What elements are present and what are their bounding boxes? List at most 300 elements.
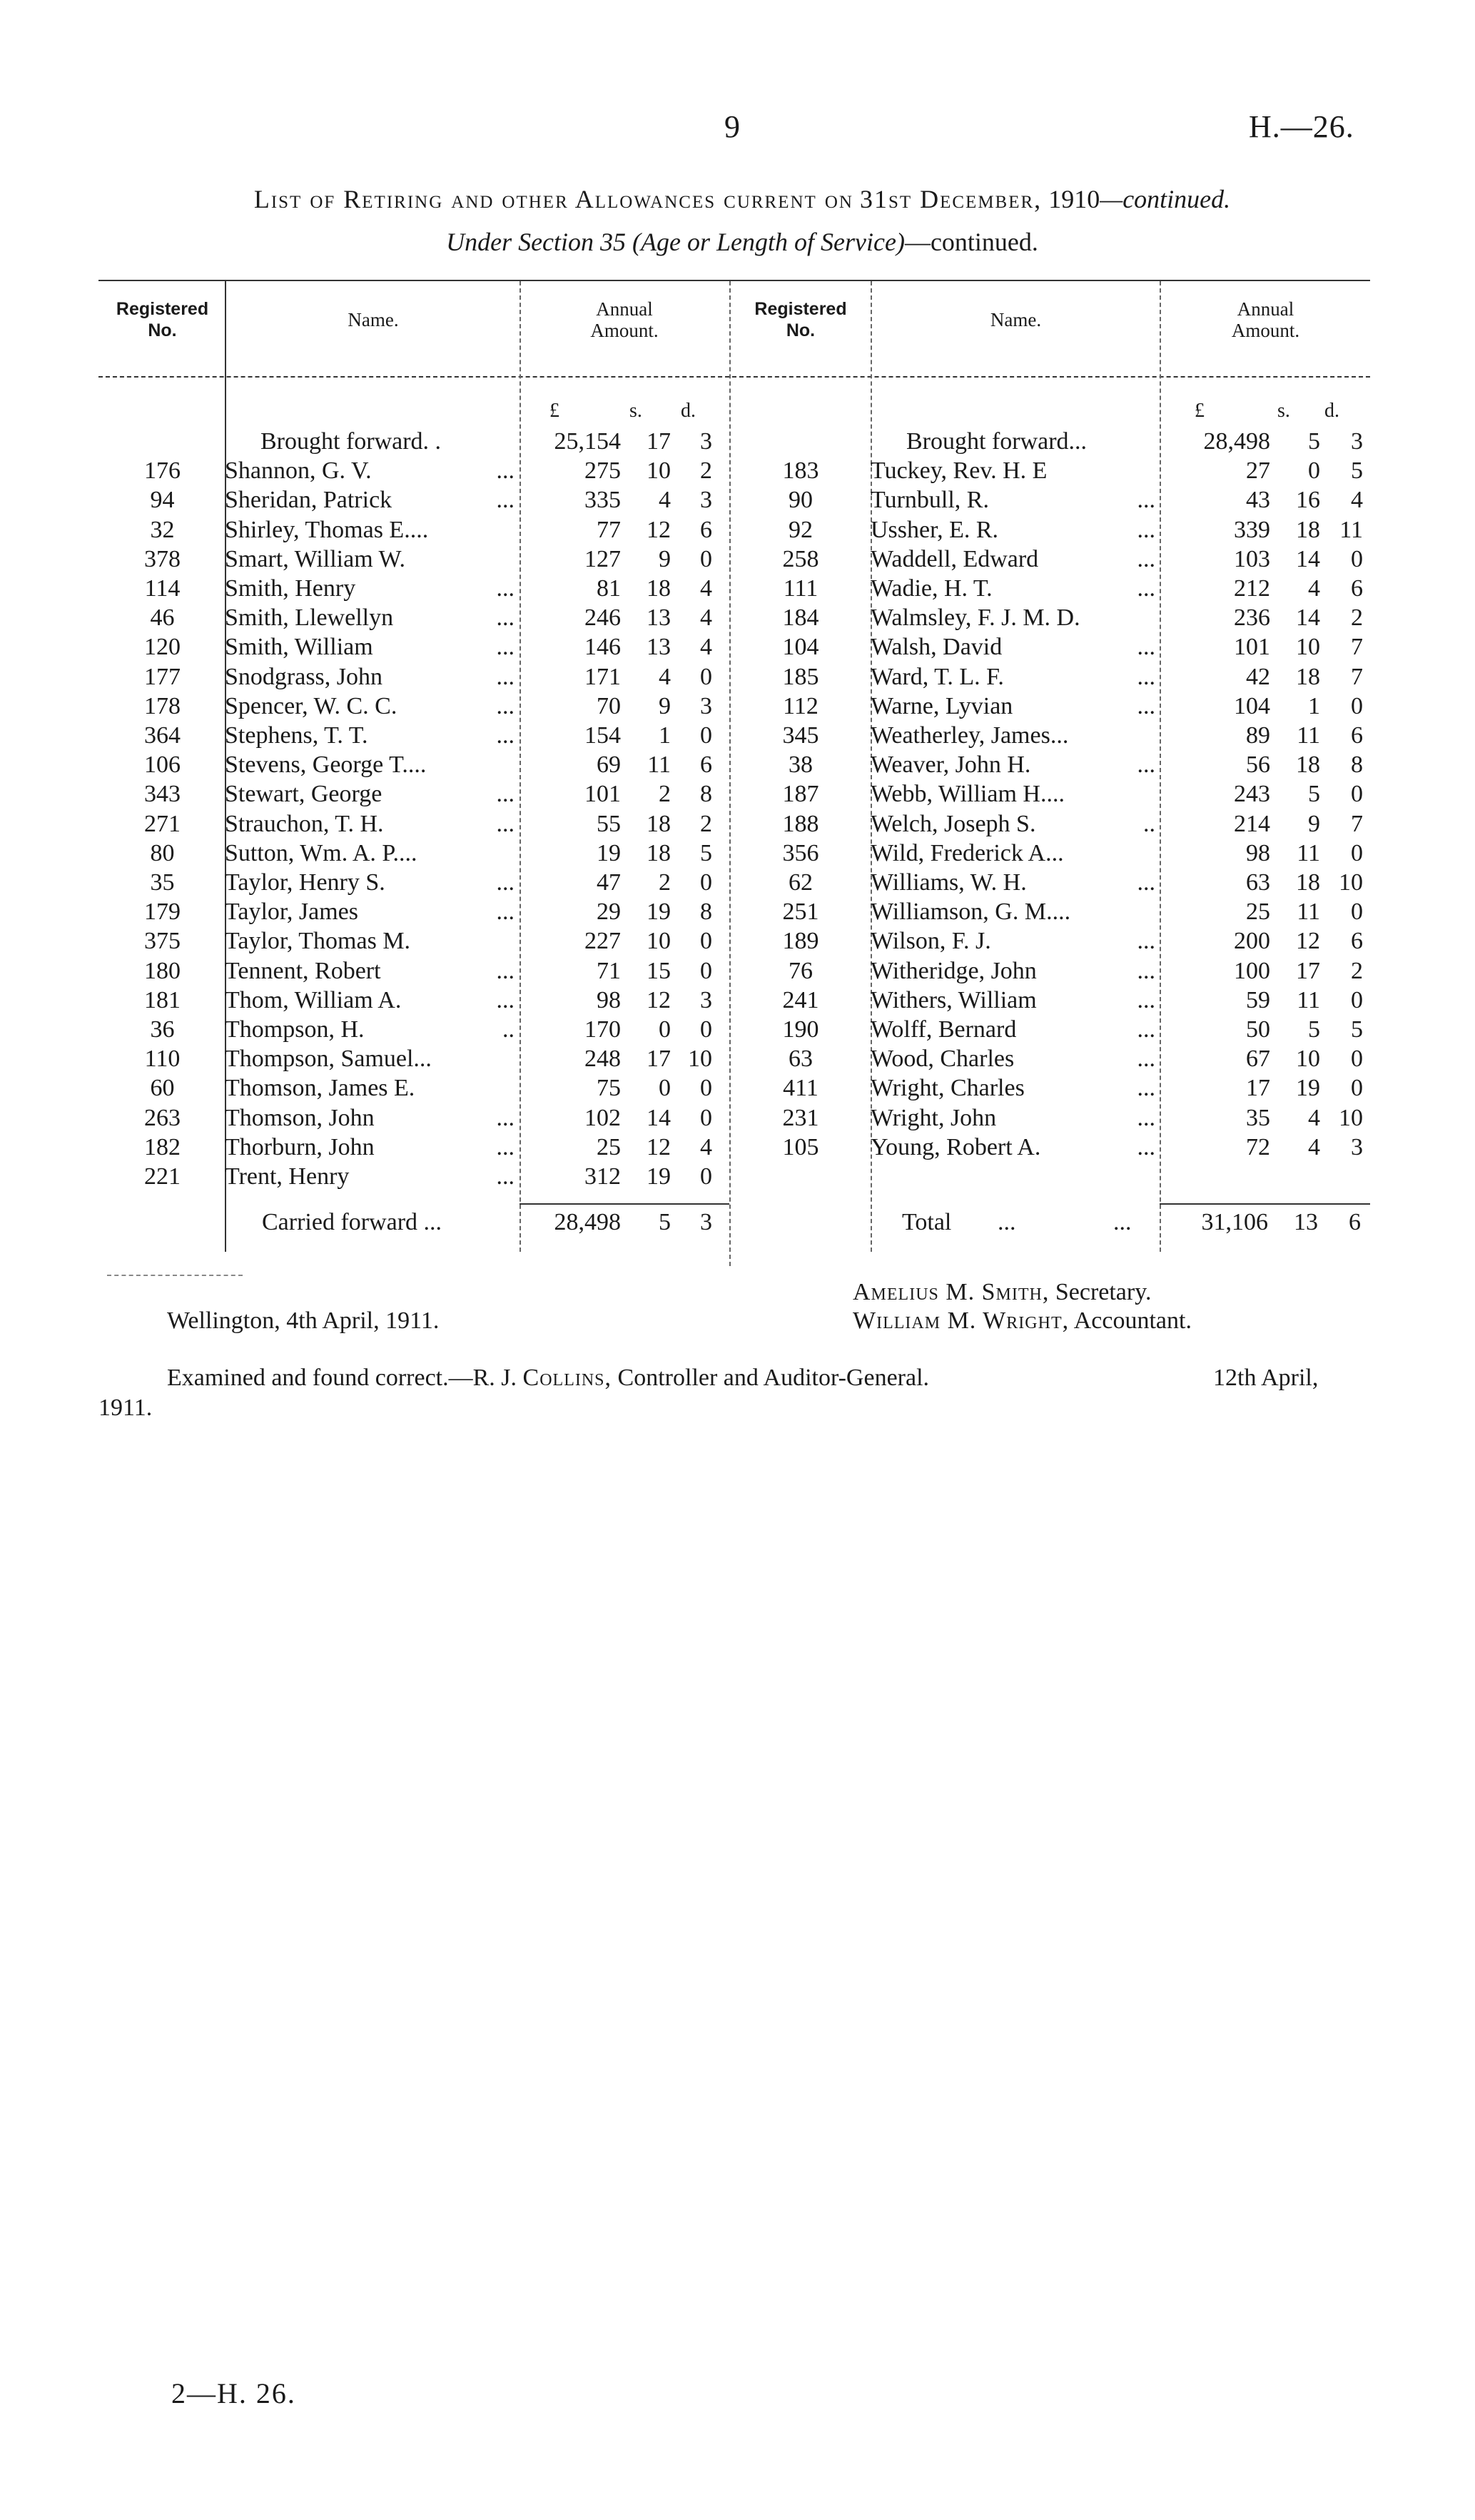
table-row	[731, 485, 1363, 515]
allowance-name	[225, 485, 519, 515]
brought-forward-label: Brought forward. .	[260, 428, 442, 455]
leader-dots: ...	[496, 604, 515, 632]
name-text: Withers, William	[871, 986, 1037, 1013]
name-text: Thom, William A.	[225, 986, 402, 1013]
amount-pence: 8	[700, 899, 712, 926]
left-amount-header	[521, 298, 728, 341]
right-unit-shillings: s.	[1277, 400, 1290, 422]
name-text: Ussher, E. R.	[871, 516, 999, 543]
table-row	[731, 1103, 1363, 1133]
amount-pence: 10	[1339, 869, 1363, 896]
name-text: Weatherley, James...	[871, 722, 1069, 749]
document-reference: H.—26.	[1249, 109, 1354, 144]
amount-pounds: 275	[584, 457, 621, 485]
page-number: 9	[724, 109, 740, 144]
registered-number: 184	[782, 604, 819, 632]
allowance-name	[225, 1133, 519, 1162]
table-row	[100, 692, 712, 721]
allowance-name	[871, 485, 1160, 515]
registered-number: 80	[150, 839, 175, 866]
total-label: Total	[902, 1209, 952, 1235]
registered-number: 231	[782, 1104, 819, 1131]
registered-number: 188	[782, 810, 819, 837]
amount-pounds: 101	[1234, 634, 1270, 661]
registered-number: 106	[144, 752, 181, 779]
amount-pounds: 25	[1246, 899, 1270, 926]
amount-pence: 0	[700, 1163, 712, 1190]
secretary-title: Secretary.	[1055, 1279, 1152, 1305]
amount-pounds: 171	[584, 663, 621, 690]
total-pence: 6	[1349, 1209, 1361, 1235]
amount-pounds: 47	[597, 869, 621, 896]
allowance-name	[871, 897, 1160, 926]
subtitle-text: Under Section 35 (Age or Length of Service)	[446, 228, 905, 256]
amount-pounds: 56	[1246, 752, 1270, 779]
name-text: Welch, Joseph S.	[871, 810, 1036, 837]
amount-pence: 6	[700, 752, 712, 779]
table-row	[100, 779, 712, 809]
amount-pence: 6	[1351, 928, 1363, 955]
table-row	[100, 868, 712, 897]
table-row	[100, 632, 712, 662]
amount-shillings: 9	[659, 545, 671, 572]
table-row	[100, 545, 712, 574]
leader-dots: ...	[496, 692, 515, 719]
registered-number: 105	[782, 1133, 819, 1160]
leader-dots: ...	[1137, 516, 1155, 543]
right-regno-header	[731, 298, 871, 341]
amount-shillings: 4	[1308, 575, 1320, 602]
amount-pence: 4	[700, 575, 712, 602]
printer-signature-mark: 2—H. 26.	[171, 2377, 296, 2409]
name-text: Wilson, F. J.	[871, 928, 991, 955]
registered-number: 62	[789, 869, 813, 896]
allowance-name	[871, 986, 1160, 1015]
amount-pounds: 170	[584, 1016, 621, 1043]
leader-dots: ...	[1137, 663, 1155, 690]
amount-shillings: 0	[659, 1016, 671, 1043]
leader-dots: ...	[496, 899, 515, 926]
amount-pounds: 25	[597, 1133, 621, 1160]
table-row	[731, 662, 1363, 692]
amount-shillings: 13	[647, 634, 671, 661]
total-pounds: 31,106	[1201, 1209, 1268, 1235]
name-text: Shannon, G. V.	[225, 457, 372, 485]
name-text: Witheridge, John	[871, 957, 1037, 984]
registered-number: 182	[144, 1133, 181, 1160]
amount-pounds: 75	[597, 1075, 621, 1102]
amount-pounds: 146	[584, 634, 621, 661]
amount-pence: 11	[1339, 516, 1363, 543]
registered-number: 32	[150, 516, 175, 543]
table-row	[731, 545, 1363, 574]
amount-pounds: 200	[1234, 928, 1270, 955]
name-text: Smith, William	[225, 634, 373, 661]
amount-shillings: 12	[647, 986, 671, 1013]
amount-pounds: 335	[584, 487, 621, 514]
amount-pence: 0	[700, 869, 712, 896]
allowance-name	[871, 956, 1160, 986]
amount-shillings: 11	[1297, 986, 1320, 1013]
amount-shillings: 11	[1297, 899, 1320, 926]
table-top-rule	[98, 280, 1370, 281]
name-text: Wright, Charles	[871, 1075, 1025, 1102]
table-row	[731, 603, 1363, 632]
name-text: Taylor, James	[225, 899, 358, 926]
name-text: Wood, Charles	[871, 1046, 1015, 1073]
left-unit-shillings: s.	[629, 400, 642, 422]
registered-number: 76	[789, 957, 813, 984]
amount-shillings: 1	[1308, 692, 1320, 719]
registered-number: 94	[150, 487, 175, 514]
allowance-name	[225, 926, 519, 956]
name-text: Sutton, Wm. A. P....	[225, 839, 417, 866]
amount-pounds: 67	[1246, 1046, 1270, 1073]
registered-number: 364	[144, 722, 181, 749]
table-row	[731, 956, 1363, 986]
right-unit-pence: d.	[1324, 400, 1339, 422]
leader-dots: ...	[496, 1133, 515, 1160]
amount-pence: 0	[1351, 899, 1363, 926]
registered-number: 177	[144, 663, 181, 690]
allowance-name	[225, 456, 519, 485]
amount-pence: 6	[1351, 575, 1363, 602]
registered-number: 185	[782, 663, 819, 690]
registered-number: 375	[144, 928, 181, 955]
carried-forward-pence: 3	[700, 1209, 712, 1235]
amount-pence: 0	[700, 1016, 712, 1043]
table-row	[731, 721, 1363, 750]
amount-pence: 0	[1351, 1046, 1363, 1073]
leader-dots: ...	[496, 810, 515, 837]
allowance-name	[225, 839, 519, 868]
amount-shillings: 12	[1296, 928, 1320, 955]
leader-dots: ...	[1137, 1075, 1155, 1102]
amount-shillings: 9	[659, 692, 671, 719]
brought-forward-row	[100, 427, 712, 456]
registered-number: 46	[150, 604, 175, 632]
left-name-header: Name.	[348, 309, 399, 330]
table-row	[731, 1015, 1363, 1044]
allowance-name	[225, 721, 519, 750]
registered-number: 378	[144, 545, 181, 572]
leader-dots: ...	[1137, 1133, 1155, 1160]
amount-pence: 7	[1351, 634, 1363, 661]
allowance-name	[225, 750, 519, 779]
table-row	[731, 926, 1363, 956]
brought-forward-pounds: 28,498	[1203, 428, 1270, 455]
registered-number: 258	[782, 545, 819, 572]
amount-pence: 7	[1351, 663, 1363, 690]
allowance-name	[871, 692, 1160, 721]
registered-number: 187	[782, 781, 819, 808]
allowance-name	[225, 779, 519, 809]
registered-number: 180	[144, 957, 181, 984]
regno-header-line2: No.	[148, 320, 177, 340]
leader-dots: ...	[1137, 1016, 1155, 1043]
name-text: Tennent, Robert	[225, 957, 381, 984]
name-text: Snodgrass, John	[225, 663, 383, 690]
name-text: Wolff, Bernard	[871, 1016, 1017, 1043]
allowance-name	[225, 603, 519, 632]
registered-number: 190	[782, 1016, 819, 1043]
amount-pence: 8	[700, 781, 712, 808]
amount-pence: 3	[700, 986, 712, 1013]
registered-number: 110	[144, 1046, 181, 1073]
table-row	[731, 632, 1363, 662]
document-title	[143, 184, 1342, 214]
allowance-name	[225, 1044, 519, 1073]
leader-dots: ...	[496, 663, 515, 690]
table-row	[731, 839, 1363, 868]
header-bottom-rule	[98, 376, 1370, 378]
left-ledger-table	[100, 427, 712, 1191]
auditor-title: Controller and Auditor-General.	[617, 1365, 930, 1391]
amount-pence: 2	[700, 457, 712, 485]
registered-number: 411	[783, 1075, 818, 1102]
amount-shillings: 4	[659, 487, 671, 514]
table-row	[731, 1133, 1363, 1162]
amount-pence: 10	[1339, 1104, 1363, 1131]
allowance-name	[225, 574, 519, 603]
carried-forward-pounds: 28,498	[554, 1209, 621, 1235]
leader-dots: ...	[1137, 545, 1155, 572]
allowance-name	[871, 1103, 1160, 1133]
amount-shillings: 16	[1296, 487, 1320, 514]
amount-shillings: 19	[1296, 1075, 1320, 1102]
amount-pence: 5	[1351, 457, 1363, 485]
right-unit-pounds: £	[1195, 400, 1205, 422]
name-text: Smith, Llewellyn	[225, 604, 394, 632]
right-amount-header	[1161, 298, 1370, 341]
amount-shillings: 11	[647, 752, 671, 779]
leader-dots: ...	[1137, 957, 1155, 984]
carried-forward-shillings: 5	[659, 1209, 671, 1235]
amount-shillings: 2	[659, 781, 671, 808]
amount-pounds: 236	[1234, 604, 1270, 632]
registered-number: 35	[150, 869, 175, 896]
brought-forward-row	[731, 427, 1363, 456]
table-row	[100, 456, 712, 485]
amount-pounds: 103	[1234, 545, 1270, 572]
table-row	[100, 662, 712, 692]
table-row	[731, 986, 1363, 1015]
amount-pounds: 59	[1246, 986, 1270, 1013]
amount-pounds: 100	[1234, 957, 1270, 984]
name-text: Weaver, John H.	[871, 752, 1031, 779]
leader-dots: ...	[1137, 575, 1155, 602]
right-ledger-body	[731, 427, 1363, 1162]
amount-pounds: 19	[597, 839, 621, 866]
amount-pounds: 227	[584, 928, 621, 955]
allowance-name	[225, 515, 519, 545]
table-row	[731, 779, 1363, 809]
amount-pence: 7	[1351, 810, 1363, 837]
allowance-name	[871, 603, 1160, 632]
amount-pence: 8	[1351, 752, 1363, 779]
name-text: Webb, William H....	[871, 781, 1065, 808]
table-row	[731, 1044, 1363, 1073]
amount-pounds: 98	[1246, 839, 1270, 866]
name-text: Wild, Frederick A...	[871, 839, 1064, 866]
amount-shillings: 15	[647, 957, 671, 984]
leader-dots: ...	[496, 722, 515, 749]
amount-shillings: 17	[647, 1046, 671, 1073]
amount-shillings: 10	[647, 928, 671, 955]
amount-pence: 4	[1351, 487, 1363, 514]
amount-pounds: 70	[597, 692, 621, 719]
leader-dots: ...	[496, 957, 515, 984]
amount-shillings: 18	[647, 839, 671, 866]
registered-number: 38	[789, 752, 813, 779]
registered-number: 92	[789, 516, 813, 543]
amount-pence: 0	[1351, 1075, 1363, 1102]
table-row	[731, 897, 1363, 926]
leader-dots: ...	[496, 457, 515, 485]
allowance-name	[225, 1073, 519, 1103]
amount-pounds: 127	[584, 545, 621, 572]
registered-number: 176	[144, 457, 181, 485]
amount-shillings: 1	[659, 722, 671, 749]
amount-pence: 6	[1351, 722, 1363, 749]
amount-pounds: 246	[584, 604, 621, 632]
amount-shillings: 11	[1297, 839, 1320, 866]
amount-pence: 0	[1351, 839, 1363, 866]
amount-pence: 0	[1351, 545, 1363, 572]
allowance-name	[225, 986, 519, 1015]
right-total-rule	[1160, 1203, 1370, 1205]
amount-pounds: 154	[584, 722, 621, 749]
allowance-name	[871, 632, 1160, 662]
amount-shillings: 4	[1308, 1104, 1320, 1131]
name-text: Warne, Lyvian	[871, 692, 1013, 719]
registered-number: 63	[789, 1046, 813, 1073]
leader-dots: ...	[496, 869, 515, 896]
auditor-name: Collins,	[522, 1365, 612, 1391]
amount-pounds: 42	[1246, 663, 1270, 690]
table-row	[100, 1103, 712, 1133]
table-row	[100, 721, 712, 750]
registered-number: 104	[782, 634, 819, 661]
amount-shillings: 10	[647, 457, 671, 485]
registered-number: 183	[782, 457, 819, 485]
table-row	[100, 839, 712, 868]
amount-shillings: 10	[1296, 634, 1320, 661]
amount-pence: 4	[700, 1133, 712, 1160]
title-continued: —continued.	[1100, 185, 1231, 213]
leader-dots: ...	[1137, 752, 1155, 779]
amount-pence: 2	[700, 810, 712, 837]
amount-pence: 0	[700, 928, 712, 955]
registered-number: 356	[782, 839, 819, 866]
name-text: Spencer, W. C. C.	[225, 692, 397, 719]
allowance-name	[225, 809, 519, 839]
amount-pounds: 77	[597, 516, 621, 543]
amount-pence: 0	[700, 663, 712, 690]
amount-header-line2: Amount.	[590, 320, 659, 341]
document-subtitle	[143, 227, 1342, 257]
brought-forward-pence: 3	[1351, 428, 1363, 455]
allowance-name	[225, 1162, 519, 1191]
leader-dots: ...	[1137, 1104, 1155, 1131]
name-text: Sheridan, Patrick	[225, 487, 392, 514]
registered-number: 345	[782, 722, 819, 749]
name-text: Thomson, James E.	[225, 1075, 415, 1102]
place-date: Wellington, 4th April, 1911.	[167, 1307, 440, 1334]
amount-shillings: 4	[659, 663, 671, 690]
left-unit-pounds: £	[549, 400, 559, 422]
left-ledger-body	[100, 427, 712, 1191]
examined-year: 1911.	[98, 1395, 153, 1421]
allowance-name	[225, 662, 519, 692]
examined-date: 12th April,	[1213, 1365, 1319, 1391]
leader-dots: ...	[496, 575, 515, 602]
allowance-name	[225, 868, 519, 897]
amount-shillings: 12	[647, 516, 671, 543]
amount-pence: 3	[700, 487, 712, 514]
allowance-name	[225, 956, 519, 986]
amount-shillings: 18	[1296, 869, 1320, 896]
name-text: Smith, Henry	[225, 575, 356, 602]
allowance-name	[871, 868, 1160, 897]
name-text: Williamson, G. M....	[871, 899, 1071, 926]
name-text: Taylor, Henry S.	[225, 869, 385, 896]
name-text: Wright, John	[871, 1104, 997, 1131]
allowance-name	[871, 662, 1160, 692]
brought-forward-shillings: 17	[647, 428, 671, 455]
amount-pounds: 98	[597, 986, 621, 1013]
amount-shillings: 0	[659, 1075, 671, 1102]
amount-pence: 6	[700, 516, 712, 543]
subtitle-continued: —continued.	[904, 228, 1038, 256]
allowance-name	[871, 515, 1160, 545]
total-dots-2: ...	[1113, 1209, 1132, 1235]
name-text: Taylor, Thomas M.	[225, 928, 411, 955]
name-text: Waddell, Edward	[871, 545, 1039, 572]
secretary-name: Amelius M. Smith,	[853, 1279, 1050, 1305]
leader-dots: ...	[496, 1163, 515, 1190]
table-row	[731, 692, 1363, 721]
allowance-name	[225, 545, 519, 574]
amount-shillings: 18	[647, 810, 671, 837]
table-row	[100, 1162, 712, 1191]
name-text: Young, Robert A.	[871, 1133, 1041, 1160]
name-text: Tuckey, Rev. H. E	[871, 457, 1048, 485]
amount-shillings: 19	[647, 1163, 671, 1190]
amount-pence: 0	[1351, 781, 1363, 808]
amount-pounds: 248	[584, 1046, 621, 1073]
table-bottom-mark	[107, 1275, 243, 1276]
allowance-name	[871, 1073, 1160, 1103]
name-text: Walsh, David	[871, 634, 1003, 661]
accountant-title: Accountant.	[1073, 1307, 1192, 1334]
table-row	[100, 926, 712, 956]
registered-number: 251	[782, 899, 819, 926]
registered-number: 271	[144, 810, 181, 837]
right-name-header: Name.	[990, 309, 1042, 330]
allowance-name	[225, 897, 519, 926]
leader-dots: ...	[496, 781, 515, 808]
amount-pounds: 102	[584, 1104, 621, 1131]
name-text: Ward, T. L. F.	[871, 663, 1004, 690]
left-regno-header	[100, 298, 225, 341]
amount-pounds: 71	[597, 957, 621, 984]
amount-pence: 10	[688, 1046, 712, 1073]
leader-dots: ...	[496, 1104, 515, 1131]
amount-pounds: 339	[1234, 516, 1270, 543]
name-text: Thorburn, John	[225, 1133, 375, 1160]
table-row	[731, 515, 1363, 545]
